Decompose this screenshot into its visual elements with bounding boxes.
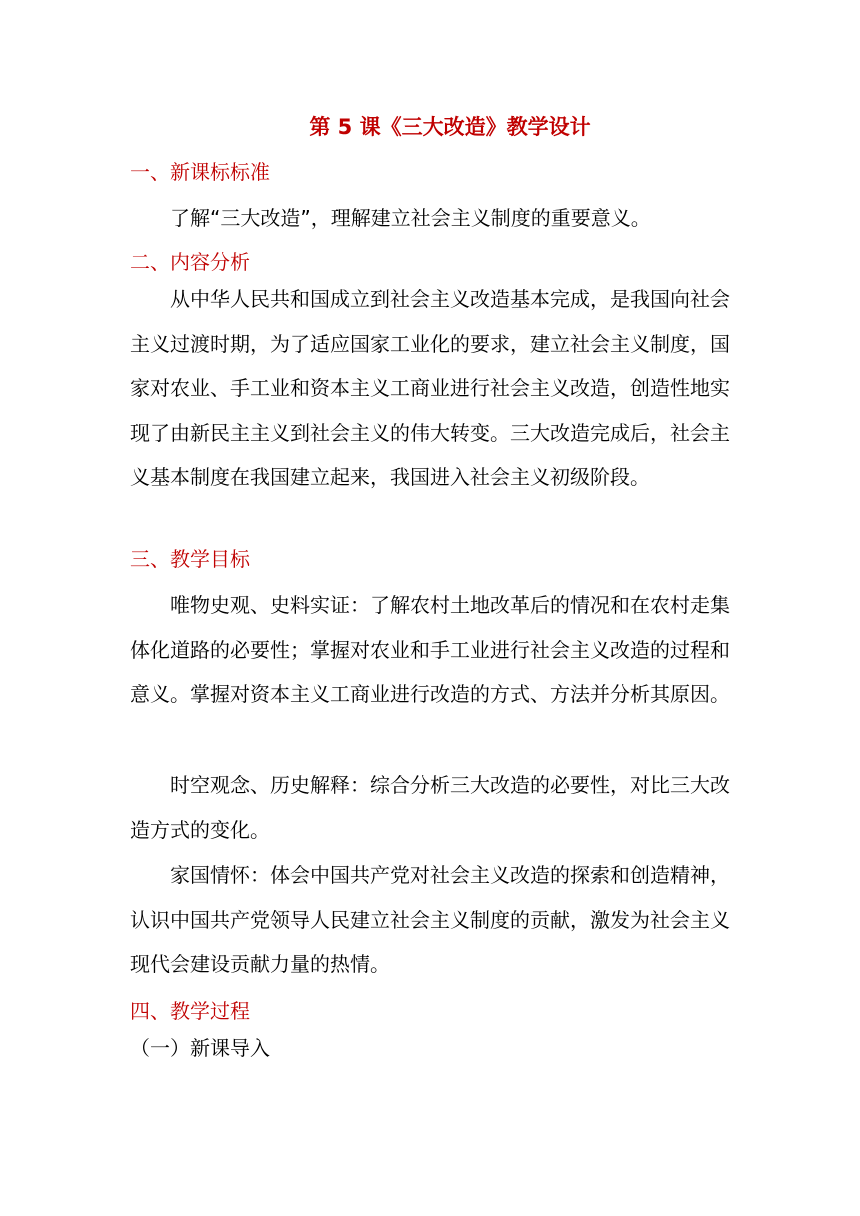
goal-paragraph-spatiotemporal: 时空观念、历史解释：综合分析三大改造的必要性，对比三大改造方式的变化。 xyxy=(130,773,730,842)
section-heading-teaching-goals: 三、教学目标 xyxy=(130,547,250,571)
section-heading-teaching-process: 四、教学过程 xyxy=(130,999,250,1023)
goal-paragraph-patriotism: 家国情怀：体会中国共产党对社会主义改造的探索和创造精神，认识中国共产党领导人民建立社会主义制度的贡献，激发为社会主义现代会建设贡献力量的热情。 xyxy=(130,863,730,976)
standards-paragraph: 了解“三大改造”，理解建立社会主义制度的重要意义。 xyxy=(170,206,651,230)
subsection-heading-lesson-intro: （一）新课导入 xyxy=(130,1036,270,1060)
section-heading-standards: 一、新课标标准 xyxy=(130,160,270,184)
section-heading-content-analysis: 二、内容分析 xyxy=(130,250,250,274)
content-analysis-paragraph: 从中华人民共和国成立到社会主义改造基本完成，是我国向社会主义过渡时期，为了适应国家工业化的要求，建立社会主义制度，国家对农业、手工业和资本主义工商业进行社会主义改造，创造性地实现了由新民主主义到社会主义的伟大转变。三大改造完成后，社会主义基本制度在我国建立起来，我国进入社会主义初级阶段。 xyxy=(130,287,730,489)
document-title: 第 5 课《三大改造》教学设计 xyxy=(309,115,591,139)
goal-paragraph-historical-materialism: 唯物史观、史料实证：了解农村土地改革后的情况和在农村走集体化道路的必要性；掌握对农业和手工业进行社会主义改造的过程和意义。掌握对资本主义工商业进行改造的方式、方法并分析其原因。 xyxy=(130,593,730,706)
